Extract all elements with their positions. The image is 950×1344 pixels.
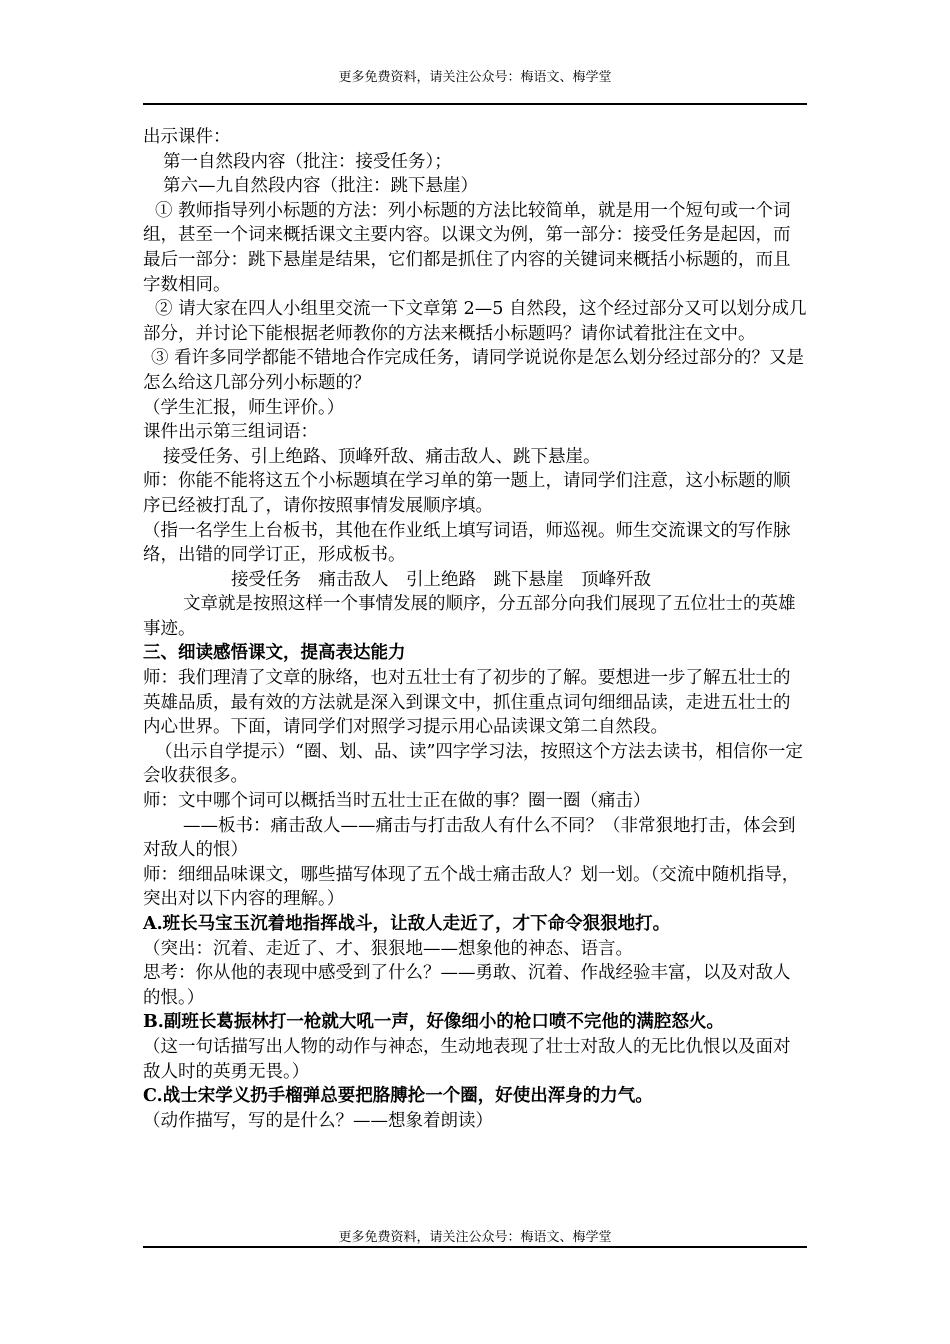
paragraph: 第六—九自然段内容（批注：跳下悬崖） [163, 176, 478, 197]
paragraph: 师：我们理清了文章的脉络，也对五壮士有了初步的了解。要想进一步了解五壮士的英雄品质，最有效的方法就是深入到课文中，抓住重点词句细细品读，走进五壮士的内心世界。下面，请同学们对照学习提示用心品读课文第二自然段。 [143, 668, 791, 738]
paragraph: ——板书：痛击敌人——痛击与打击敌人有什么不同？（非常狠地打击，体会到对敌人的恨） [143, 815, 796, 861]
paragraph: 师：细细品味课文，哪些描写体现了五个战士痛击敌人？划一划。（交流中随机指导，突出对以下内容的理解。） [143, 864, 800, 910]
paragraph: （这一句话描写出人物的动作与神态，生动地表现了壮士对敌人的无比仇恨以及面对敌人时的英勇无畏。） [143, 1036, 791, 1082]
document-body [143, 125, 807, 1133]
page-header: 更多免费资料，请关注公众号：梅语文、梅学堂 [338, 70, 612, 85]
paragraph: 文章就是按照这样一个事情发展的顺序，分五部分向我们展现了五位壮士的英雄事迹。 [143, 594, 796, 639]
header-divider [143, 103, 807, 105]
paragraph: ③ 看许多同学都能不错地合作完成任务，请同学说说你是怎么划分经过部分的？又是怎么给这几部分列小标题的？ [143, 348, 805, 393]
paragraph: ② 请大家在四人小组里交流一下文章第 2—5 自然段，这个经过部分又可以划分成几部分，并讨论下能根据老师教你的方法来概括小标题吗？请你试着批注在文中。 [143, 299, 807, 344]
paragraph: （学生汇报，师生评价。） [143, 397, 345, 418]
key-sentence: A.班长马宝玉沉着地指挥战斗，让敌人走近了，才下命令狠狠地打。 [143, 914, 671, 934]
footer-divider [143, 1246, 807, 1248]
paragraph: 师：你能不能将这五个小标题填在学习单的第一题上，请同学们注意，这小标题的顺序已经被打乱了，请你按照事情发展顺序填。 [143, 471, 791, 516]
paragraph: 思考：你从他的表现中感受到了什么？——勇敢、沉着、作战经验丰富，以及对敌人的恨。） [143, 963, 791, 1008]
paragraph: （指一名学生上台板书，其他在作业纸上填写词语，师巡视。师生交流课文的写作脉络，出错的同学订正，形成板书。 [143, 520, 791, 566]
key-sentence: B.副班长葛振林打一枪就大吼一声，好像细小的枪口喷不完他的满腔怒火。 [143, 1012, 724, 1033]
paragraph: 第一自然段内容（批注：接受任务）； [163, 151, 452, 172]
paragraph: 师：文中哪个词可以概括当时五壮士正在做的事？圈一圈（痛击） [143, 791, 651, 812]
section-heading: 三、细读感悟课文，提高表达能力 [143, 643, 406, 664]
blackboard-order: 接受任务 痛击敌人 引上绝路 跳下悬崖 顶峰歼敌 [231, 569, 651, 590]
paragraph: 课件出示第三组词语： [143, 422, 318, 443]
key-sentence: C.战士宋学义扔手榴弹总要把胳膊抡一个圈，好使出浑身的力气。 [143, 1086, 653, 1107]
paragraph: 接受任务、引上绝路、顶峰歼敌、痛击敌人、跳下悬崖。 [163, 446, 601, 467]
paragraph: 出示课件： [143, 127, 231, 147]
paragraph: （动作描写，写的是什么？——想象着朗读） [143, 1110, 493, 1131]
paragraph: （突出：沉着、走近了、才、狠狠地——想象他的神态、语言。 [143, 938, 633, 959]
page-footer: 更多免费资料，请关注公众号：梅语文、梅学堂 [338, 1230, 612, 1245]
paragraph: （出示自学提示）“圈、划、品、读”四字学习法，按照这个方法去读书，相信你一定会收获很多。 [143, 741, 803, 787]
paragraph: ① 教师指导列小标题的方法：列小标题的方法比较简单，就是用一个短句或一个词组，甚至一个词来概括课文主要内容。以课文为例，第一部分：接受任务是起因，而最后一部分：跳下悬崖是结果，它们都是抓住了内容的关键词来概括小标题的，而且字数相同。 [143, 200, 791, 295]
